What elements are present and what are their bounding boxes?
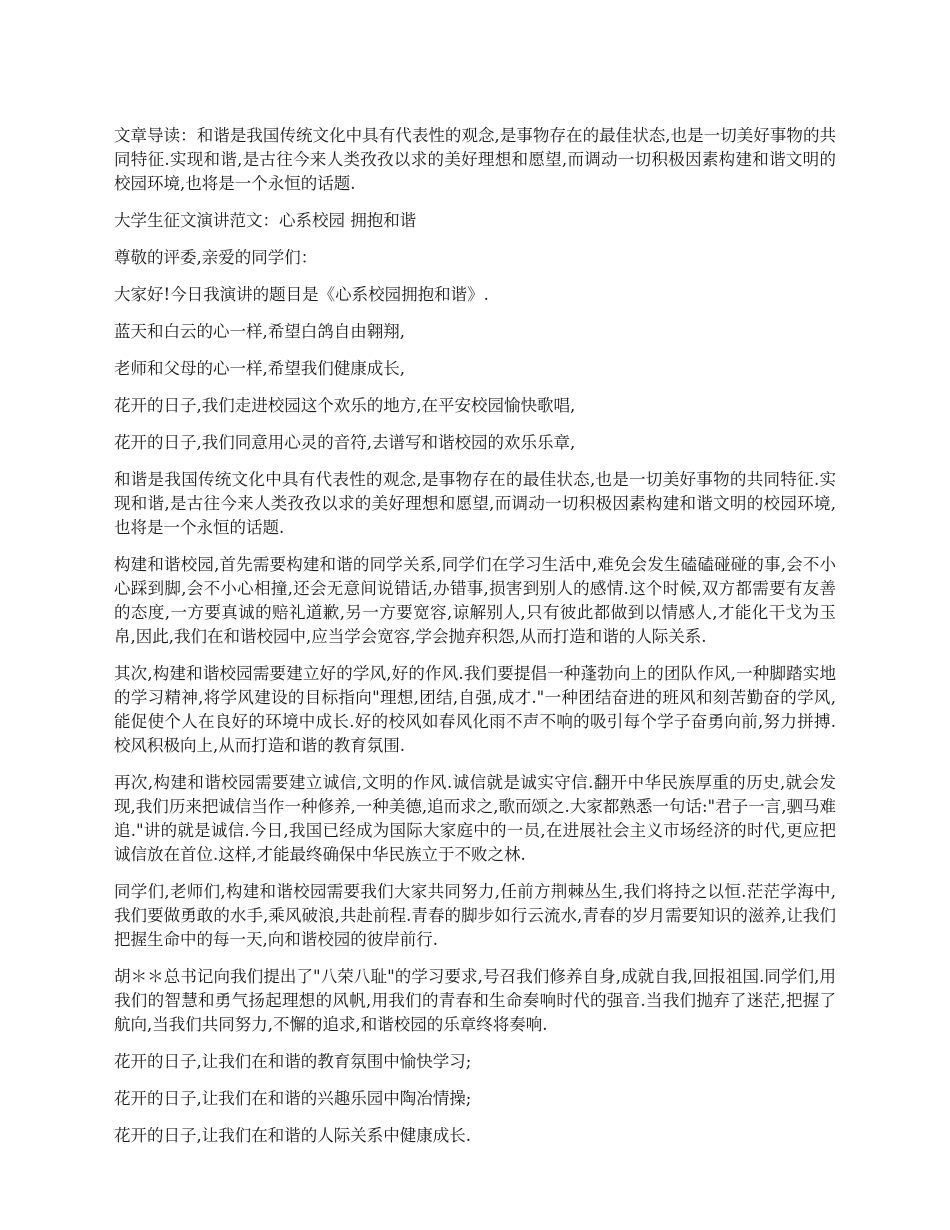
verse-line-2: 老师和父母的心一样,希望我们健康成长,: [114, 359, 405, 378]
body-paragraph-1: 和谐是我国传统文化中具有代表性的观念,是事物存在的最佳状态,也是一切美好事物的共同特征.实现和谐,是古往今来人类孜孜以求的美好理想和愿望,而调动一切积极因素构建和谐文明的校园环境,也将是一个永恒的话题.: [114, 470, 836, 537]
closing-line-2: 花开的日子,让我们在和谐的兴趣乐园中陶冶情操;: [114, 1089, 472, 1108]
verse-line-1: 蓝天和白云的心一样,希望白鸽自由翱翔,: [114, 322, 405, 341]
document-page: [114, 124, 836, 1161]
verse-line-3: 花开的日子,我们走进校园这个欢乐的地方,在平安校园愉快歌唱,: [114, 396, 576, 415]
closing-line-1: 花开的日子,让我们在和谐的教育氛围中愉快学习;: [114, 1052, 472, 1071]
body-paragraph-5: 同学们,老师们,构建和谐校园需要我们大家共同努力,任前方荆棘丛生,我们将持之以恒.茫茫学海中,我们要做勇敢的水手,乘风破浪,共赴前程.青春的脚步如行云流水,青春的岁月需要知识的滋养,让我们把握生命中的每一天,向和谐校园的彼岸前行.: [114, 882, 836, 949]
verse-line-4: 花开的日子,我们同意用心灵的音符,去谱写和谐校园的欢乐乐章,: [114, 433, 576, 452]
body-paragraph-3: 其次,构建和谐校园需要建立好的学风,好的作风.我们要提倡一种蓬勃向上的团队作风,一种脚踏实地的学习精神,将学风建设的目标指向"理想,团结,自强,成才."一种团结奋进的班风和刻苦勤奋的学风,能促使个人在良好的环境中成长.好的校风如春风化雨不声不响的吸引每个学子奋勇向前,努力拼搏.校风积极向上,从而打造和谐的教育氛围.: [114, 664, 836, 755]
salutation: 尊敬的评委,亲爱的同学们：: [114, 248, 318, 267]
body-paragraph-6: 胡＊＊总书记向我们提出了"八荣八耻"的学习要求,号召我们修养自身,成就自我,回报祖国.同学们,用我们的智慧和勇气扬起理想的风帆,用我们的青春和生命奏响时代的强音.当我们抛弃了迷茫,把握了航向,当我们共同努力,不懈的追求,和谐校园的乐章终将奏响.: [114, 967, 836, 1034]
body-paragraph-2: 构建和谐校园,首先需要构建和谐的同学关系,同学们在学习生活中,难免会发生磕磕碰碰的事,会不小心踩到脚,会不小心相撞,还会无意间说错话,办错事,损害到别人的感情.这个时候,双方都需要有友善的态度,一方要真诚的赔礼道歉,另一方要宽容,谅解别人,只有彼此都做到以情感人,才能化干戈为玉帛,因此,我们在和谐校园中,应当学会宽容,学会抛弃积怨,从而打造和谐的人际关系.: [114, 555, 836, 646]
closing-line-3: 花开的日子,让我们在和谐的人际关系中健康成长.: [114, 1126, 471, 1145]
article-intro: 文章导读：和谐是我国传统文化中具有代表性的观念,是事物存在的最佳状态,也是一切美好事物的共同特征.实现和谐,是古往今来人类孜孜以求的美好理想和愿望,而调动一切积极因素构建和谐文明的校园环境,也将是一个永恒的话题.: [114, 126, 836, 193]
body-paragraph-4: 再次,构建和谐校园需要建立诚信,文明的作风.诚信就是诚实守信.翻开中华民族厚重的历史,就会发现,我们历来把诚信当作一种修养,一种美德,追而求之,歌而颂之.大家都熟悉一句话:"君子一言,驷马难追."讲的就是诚信.今日,我国已经成为国际大家庭中的一员,在进展社会主义市场经济的时代,更应把诚信放在首位.这样,才能最终确保中华民族立于不败之林.: [114, 773, 836, 864]
opening-line: 大家好!今日我演讲的题目是《心系校园拥抱和谐》.: [114, 285, 489, 304]
article-title: 大学生征文演讲范文：心系校园 拥抱和谐: [114, 211, 417, 230]
